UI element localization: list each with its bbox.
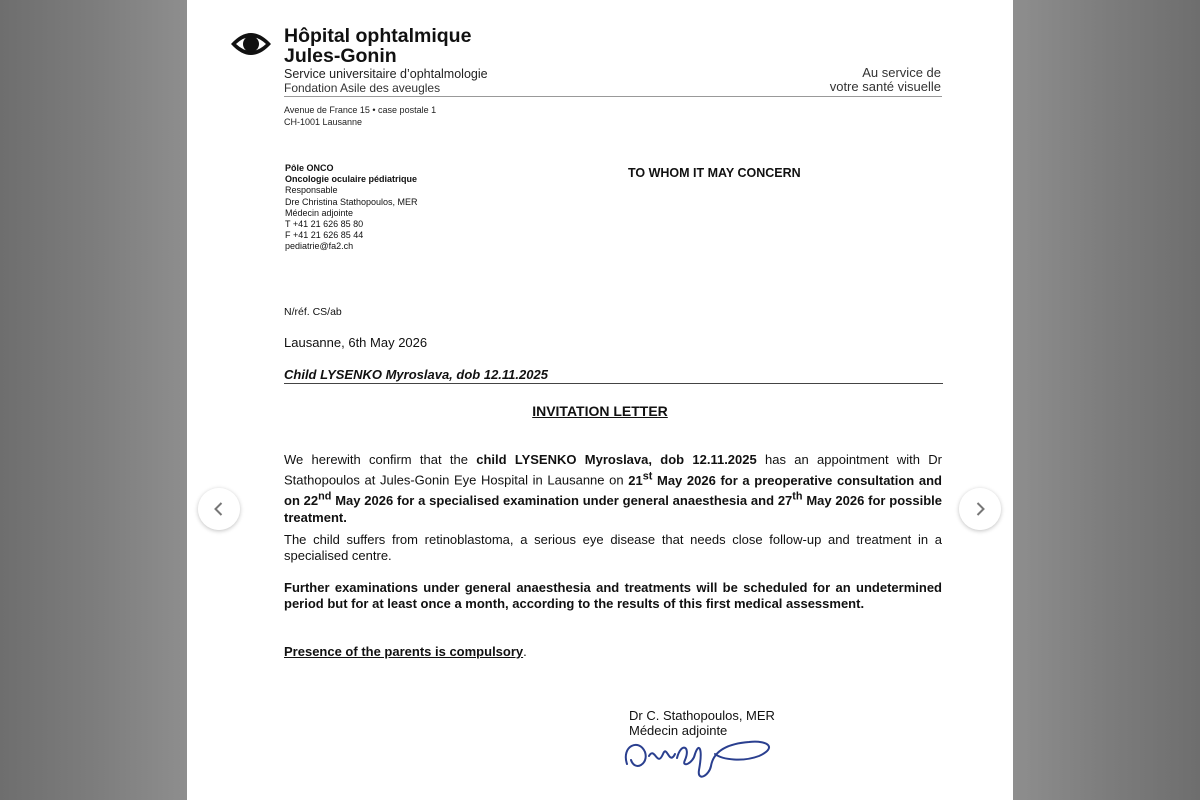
chevron-left-icon bbox=[211, 501, 227, 517]
hospital-name-line1: Hôpital ophtalmique bbox=[284, 25, 472, 47]
p1-text-c: has an appointment with Dr Stathopoulos at Jules-Gonin Eye Hospital in Lausanne on bbox=[284, 452, 942, 488]
hospital-name bbox=[284, 26, 471, 66]
service-name: Service universitaire d’ophtalmologie bbox=[284, 67, 488, 81]
previous-image-button[interactable] bbox=[198, 488, 240, 530]
chevron-right-icon bbox=[972, 501, 988, 517]
p1-day3-suffix: th bbox=[792, 490, 803, 503]
recipient-heading: TO WHOM IT MAY CONCERN bbox=[628, 166, 801, 180]
paragraph-diagnosis: The child suffers from retinoblastoma, a serious eye disease that needs close follow-up and treatment in a specialised centre. bbox=[284, 532, 942, 564]
p1-day1-suffix: st bbox=[642, 470, 653, 483]
p1-text-a: We herewith confirm that the bbox=[284, 452, 477, 467]
tagline bbox=[830, 66, 941, 94]
letter-title: INVITATION LETTER bbox=[532, 403, 668, 419]
header-divider bbox=[284, 96, 942, 97]
p1-day2-suffix: nd bbox=[318, 490, 332, 503]
department-role: Responsable bbox=[285, 185, 338, 196]
signatory-name: Dr C. Stathopoulos, MER bbox=[629, 708, 775, 723]
foundation-name: Fondation Asile des aveugles bbox=[284, 81, 441, 95]
document-page bbox=[187, 0, 1013, 800]
place-date: Lausanne, 6th May 2026 bbox=[284, 335, 428, 350]
department-email: pediatrie@fa2.ch bbox=[285, 241, 354, 252]
department-title: Médecin adjointe bbox=[285, 207, 354, 218]
reference: N/réf. CS/ab bbox=[284, 306, 342, 318]
p1-day1: 21 bbox=[628, 472, 643, 488]
department-head: Dre Christina Stathopoulos, MER bbox=[285, 196, 418, 207]
presence-text: Presence of the parents is compulsory bbox=[284, 644, 524, 659]
p1-text-e: May 2026 for a preoperative consultation and on 22 bbox=[284, 472, 942, 509]
hospital-name-line2: Jules-Gonin bbox=[284, 45, 397, 67]
next-image-button[interactable] bbox=[959, 488, 1001, 530]
subject-divider bbox=[284, 383, 943, 384]
address-line1: Avenue de France 15 • case postale 1 bbox=[284, 105, 437, 115]
department-pole: Pôle ONCO bbox=[285, 163, 334, 173]
subject-line: Child LYSENKO Myroslava, dob 12.11.2025 bbox=[284, 367, 548, 382]
paragraph-presence bbox=[284, 644, 942, 660]
hospital-address bbox=[284, 104, 436, 128]
tagline-line2: votre santé visuelle bbox=[829, 79, 941, 94]
p1-text-g: May 2026 for possible treatment. bbox=[284, 493, 942, 525]
eye-icon bbox=[230, 28, 272, 60]
paragraph-appointment bbox=[284, 452, 942, 526]
p1-child-name: child LYSENKO Myroslava, dob 12.11.2025 bbox=[476, 452, 757, 467]
paragraph-followup: Further examinations under general anaesthesia and treatments will be scheduled for an undetermined period but for at least once a month, according to the results of this first medical assessment. bbox=[284, 580, 942, 612]
department-fax: F +41 21 626 85 44 bbox=[285, 230, 364, 241]
department-unit: Oncologie oculaire pédiatrique bbox=[285, 174, 418, 185]
department-phone: T +41 21 626 85 80 bbox=[285, 219, 364, 230]
presence-period: . bbox=[523, 644, 527, 659]
handwritten-signature bbox=[619, 724, 789, 788]
tagline-line1: Au service de bbox=[862, 65, 941, 80]
address-line2: CH-1001 Lausanne bbox=[284, 117, 363, 127]
p1-text-f: May 2026 for a specialised examination under general anaesthesia and 27 bbox=[331, 493, 793, 509]
signatory-role: Médecin adjointe bbox=[629, 723, 728, 738]
department-block bbox=[285, 163, 418, 253]
